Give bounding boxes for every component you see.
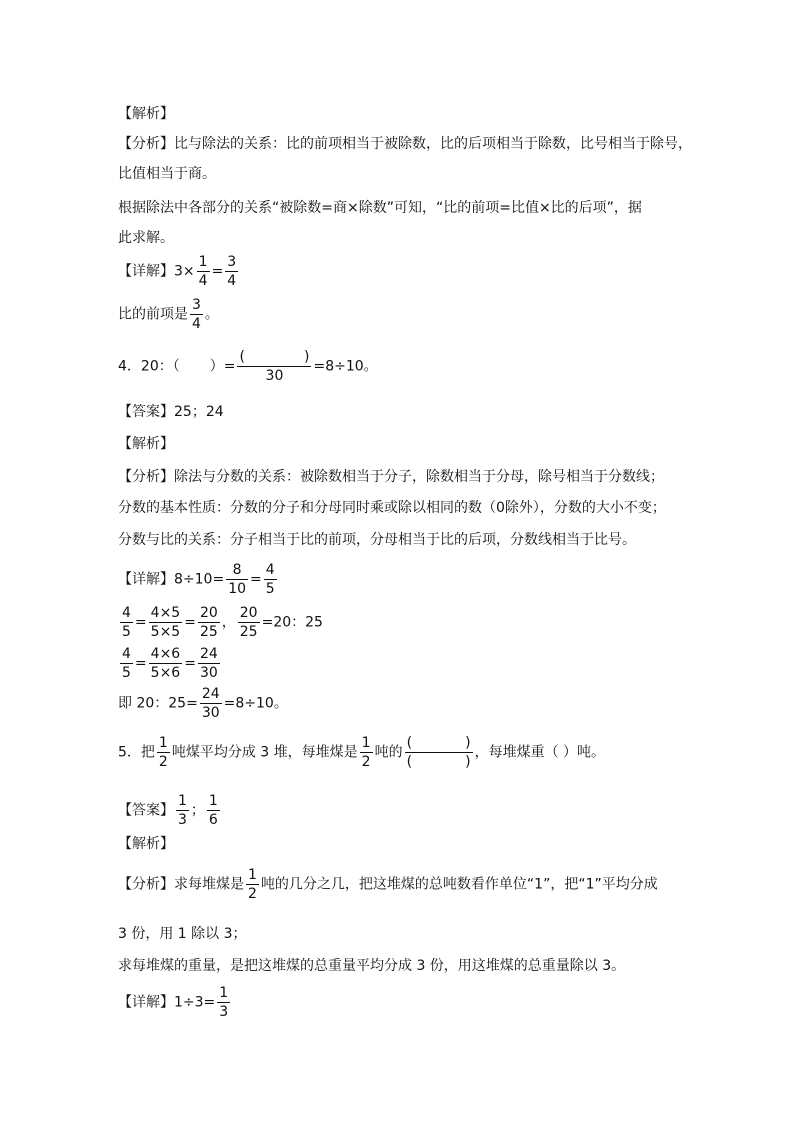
fraction: $\frac{1}{6}$ (208, 793, 218, 828)
analysis-line: 分数的基本性质：分数的分子和分母同时乘或除以相同的数（0除外），分数的大小不变； (118, 500, 666, 516)
detail-line: $\frac{4}{5}$ = $\frac{4\times 6}{5\times 6}$ = $\frac{24}{30}$ (122, 646, 218, 681)
fraction: $\frac{24}{30}$ (199, 646, 218, 681)
fraction: $\frac{4}{5}$ (122, 605, 131, 640)
analysis-line: 分数与比的关系：分子相当于比的前项，分母相当于比的后项，分数线相当于比号。 (118, 532, 636, 548)
fraction: $\frac{1}{4}$ (198, 254, 208, 289)
detail-line: 【详解】1÷3= $\frac{1}{3}$ (118, 985, 229, 1020)
detail-tag: 【详解】 (118, 571, 174, 588)
fraction: $\frac{4}{5}$ (265, 562, 275, 597)
fraction: $\frac{1}{3}$ (178, 793, 187, 828)
detail-line: $\frac{4}{5}$ = $\frac{4\times 5}{5\times 5}$ = $\frac{20}{25}$ ， $\frac{20}{25}$ =20：25 (122, 605, 323, 640)
fraction: $\frac{1}{2}$ (361, 735, 371, 770)
analysis-tag: 【分析】 (118, 136, 174, 152)
detail-tag: 【详解】 (118, 994, 174, 1011)
detail-line: 即 20：25= $\frac{24}{30}$ =8÷10。 (118, 686, 288, 721)
question-4: 4．20：（ ）= ( ) 30 =8÷10。 (118, 349, 378, 384)
detail-line: 【详解】8÷10= $\frac{8}{10}$ = $\frac{4}{5}$ (118, 562, 275, 597)
detail-line: 【详解】3× $\frac{1}{4}$ = $\frac{3}{4}$ (118, 254, 237, 289)
detail-tag: 【详解】 (118, 263, 174, 280)
jiexi-heading-2: 【解析】 (118, 436, 174, 452)
analysis-line: 根据除法中各部分的关系“被除数=商×除数”可知，“比的前项=比值×比的后项”，据 (118, 200, 642, 216)
fraction: $\frac{4\times 6}{5\times 6}$ (150, 646, 181, 681)
jiexi-heading-3: 【解析】 (118, 836, 174, 852)
fraction: $\frac{4\times 5}{5\times 5}$ (150, 605, 181, 640)
blank-fraction: ( ) ( ) (406, 735, 471, 770)
analysis-line: 求每堆煤的重量，是把这堆煤的总重量平均分成 3 份，用这堆煤的总重量除以 3。 (118, 958, 626, 974)
fraction: $\frac{20}{25}$ (239, 605, 258, 640)
analysis-line: 比值相当于商。 (118, 166, 216, 182)
analysis-line: 【分析】除法与分数的关系：被除数相当于分子，除数相当于分母，除号相当于分数线； (118, 469, 664, 485)
fraction: $\frac{3}{4}$ (227, 254, 237, 289)
result-line: 比的前项是 $\frac{3}{4}$ 。 (118, 297, 219, 332)
question-5: 5．把 $\frac{1}{2}$ 吨煤平均分成 3 堆，每堆煤是 $\frac{1}{2}$ 吨的 ( ) ( ) ，每堆煤重（ ）吨。 (118, 735, 606, 770)
fraction: $\frac{3}{4}$ (192, 297, 201, 332)
analysis-line: 此求解。 (118, 230, 174, 246)
fraction: $\frac{1}{3}$ (219, 985, 229, 1020)
fraction: $\frac{8}{10}$ (228, 562, 247, 597)
blank-fraction: ( ) 30 (239, 349, 310, 384)
analysis-tag: 【分析】 (118, 876, 174, 893)
jiexi-heading-1: 【解析】 (118, 106, 174, 122)
analysis-line: 3 份，用 1 除以 3； (118, 926, 247, 942)
fraction: $\frac{1}{2}$ (248, 867, 257, 902)
fraction: $\frac{1}{2}$ (158, 735, 168, 770)
analysis-line: 【分析】求每堆煤是 $\frac{1}{2}$ 吨的几分之几，把这堆煤的总吨数看作单位“1”，把“1”平均分成 (118, 867, 658, 902)
answer-line: 【答案】25；24 (118, 404, 224, 420)
fraction: $\frac{20}{25}$ (199, 605, 218, 640)
fraction: $\frac{24}{30}$ (201, 686, 220, 721)
answer-tag: 【答案】 (118, 404, 174, 420)
answer-tag: 【答案】 (118, 802, 174, 819)
analysis-line: 【分析】比与除法的关系：比的前项相当于被除数，比的后项相当于除数，比号相当于除号， (118, 136, 692, 152)
answer-line: 【答案】 $\frac{1}{3}$ ； $\frac{1}{6}$ (118, 793, 218, 828)
analysis-tag: 【分析】 (118, 469, 174, 485)
fraction: $\frac{4}{5}$ (122, 646, 131, 681)
